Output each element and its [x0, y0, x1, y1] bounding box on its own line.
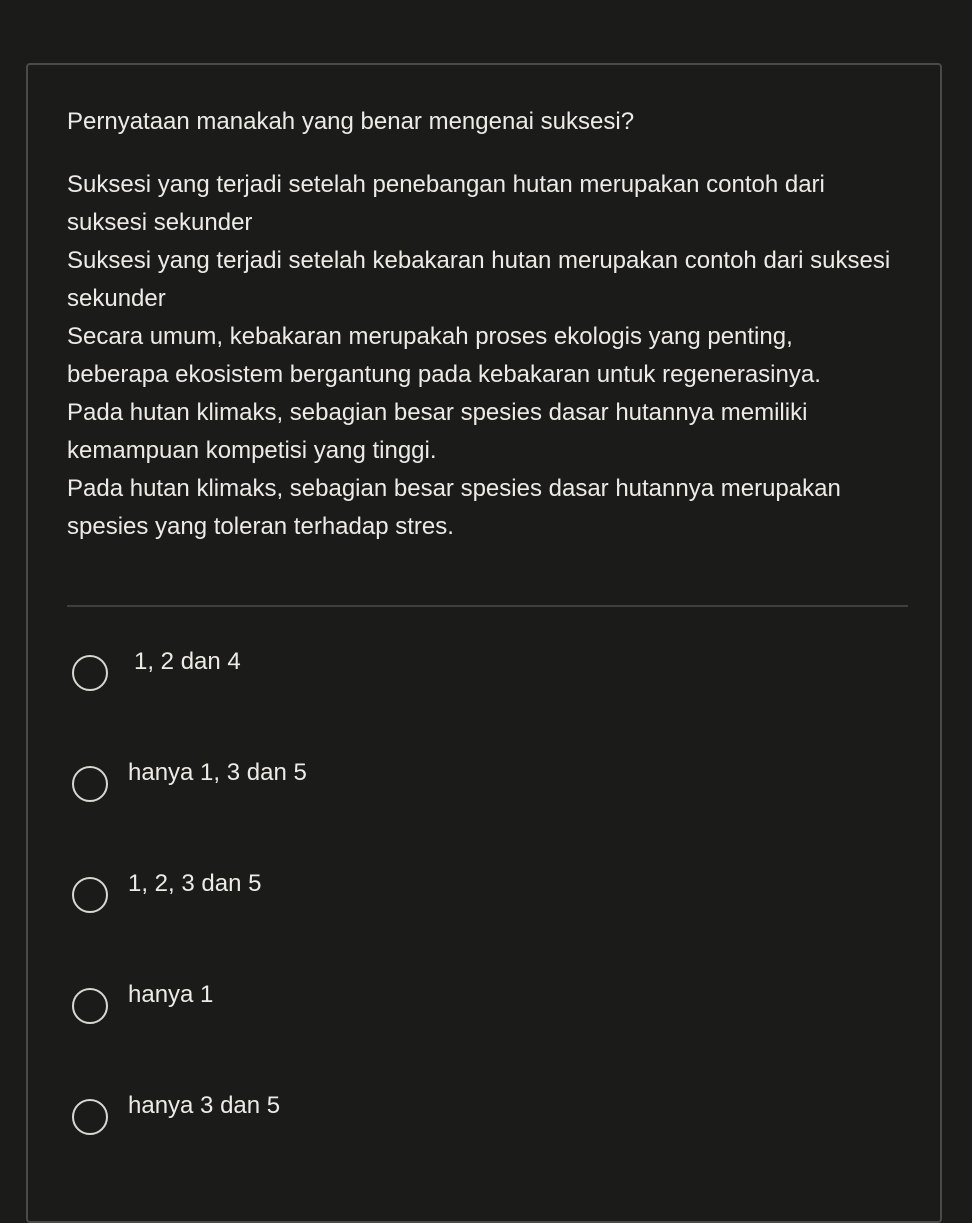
radio-button-icon[interactable] — [72, 1099, 108, 1135]
statement-3: Secara umum, kebakaran merupakah proses ekologis yang penting, beberapa ekosistem bergantung pada kebakaran untuk regenerasinya. — [67, 323, 821, 388]
statement-5: Pada hutan klimaks, sebagian besar spesies dasar hutannya merupakan spesies yang toleran terhadap stres. — [67, 475, 841, 540]
answer-option-1[interactable] — [72, 637, 307, 705]
answer-option-2[interactable] — [72, 748, 307, 816]
question-card — [26, 63, 942, 1223]
radio-button-icon[interactable] — [72, 655, 108, 691]
statement-2: Suksesi yang terjadi setelah kebakaran hutan merupakan contoh dari suksesi sekunder — [67, 247, 891, 312]
radio-button-icon[interactable] — [72, 766, 108, 802]
answer-option-label: 1, 2, 3 dan 5 — [128, 870, 262, 897]
answer-option-label: hanya 1 — [128, 981, 214, 1008]
radio-button-icon[interactable] — [72, 988, 108, 1024]
answer-option-label: hanya 3 dan 5 — [128, 1092, 281, 1119]
radio-button-icon[interactable] — [72, 877, 108, 913]
answer-option-4[interactable] — [72, 970, 307, 1038]
statement-1: Suksesi yang terjadi setelah penebangan hutan merupakan contoh dari suksesi sekunder — [67, 171, 825, 236]
answer-options — [72, 637, 307, 1192]
divider — [67, 605, 908, 607]
statement-list — [67, 166, 897, 546]
answer-option-5[interactable] — [72, 1081, 307, 1149]
answer-option-label: 1, 2 dan 4 — [134, 648, 241, 675]
answer-option-label: hanya 1, 3 dan 5 — [128, 759, 307, 786]
question-text: Pernyataan manakah yang benar mengenai suksesi? — [67, 108, 635, 135]
statement-4: Pada hutan klimaks, sebagian besar spesies dasar hutannya memiliki kemampuan kompetisi yang tinggi. — [67, 399, 808, 464]
answer-option-3[interactable] — [72, 859, 307, 927]
